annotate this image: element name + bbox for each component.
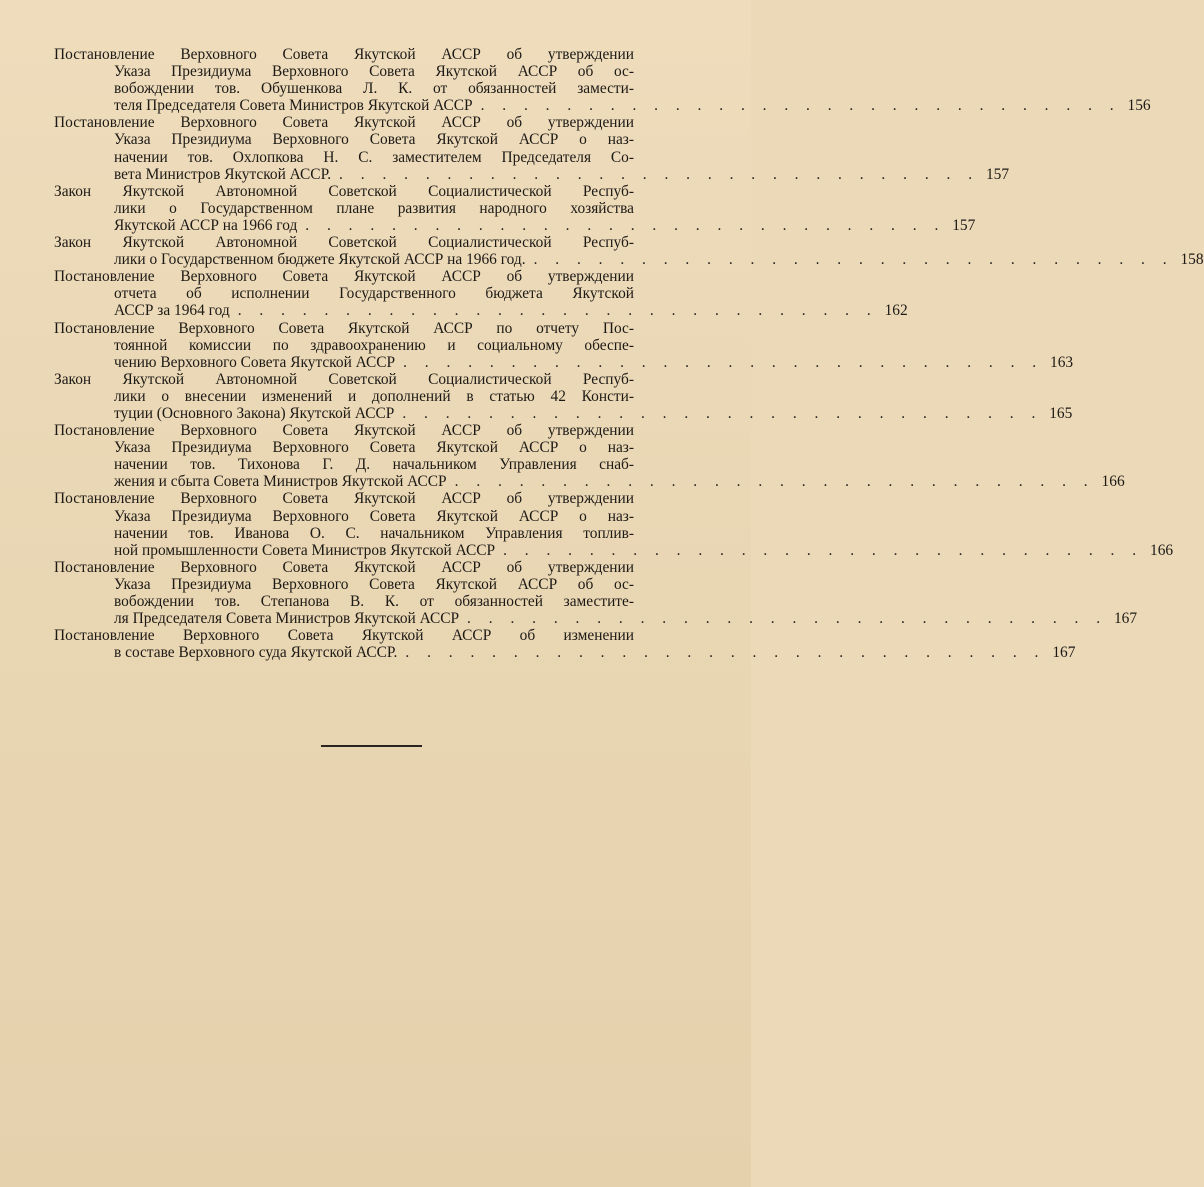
page-number: 166 (1101, 473, 1125, 491)
dot-leader: . . . . . . . . . . . . . . . . . . . . . . . . . . . . . . (480, 97, 1121, 115)
toc-entry (54, 268, 908, 320)
dot-leader: . . . . . . . . . . . . . . . . . . . . . . . . . . . . . . (405, 644, 1046, 662)
dot-leader: . . . . . . . . . . . . . . . . . . . . . . . . . . . . . . (402, 404, 1043, 422)
entry-continuation-line: лики о Государственном плане развития народного хозяйства (114, 199, 634, 217)
dot-leader: . . . . . . . . . . . . . . . . . . . . . . . . . . . . . . (533, 251, 1174, 269)
entry-continuation-line: тоянной комиссии по здравоохранению и социальному обеспе- (114, 336, 634, 354)
entry-continuation-line: Указа Президиума Верховного Совета Якутской АССР о наз- (114, 131, 634, 149)
entry-continuation-line: лики о внесении изменений и дополнений в статью 42 Консти- (114, 387, 634, 405)
page-number: 157 (952, 216, 976, 234)
entry-final-line (54, 353, 1074, 371)
entry-final-text: ной промышленности Совета Министров Якутской АССР (114, 541, 496, 559)
toc-entry (54, 558, 1138, 628)
page-number: 167 (1052, 644, 1076, 662)
entry-continuation-line: Указа Президиума Верховного Совета Якутской АССР об ос- (114, 63, 634, 81)
entry-final-line (54, 251, 1204, 269)
entry-final-line (54, 302, 908, 320)
entry-title-line: Закон Якутской Автономной Советской Социалистической Респуб- (54, 370, 634, 388)
toc-entry (54, 182, 976, 234)
dot-leader: . . . . . . . . . . . . . . . . . . . . . . . . . . . . . . (305, 216, 946, 234)
page-number: 156 (1127, 97, 1151, 115)
entry-final-text: Якутской АССР на 1966 год (114, 216, 298, 234)
entry-title-line: Закон Якутской Автономной Советской Социалистической Респуб- (54, 234, 634, 252)
entry-continuation-line: начении тов. Тихонова Г. Д. начальником Управления снаб- (114, 456, 634, 474)
entry-final-text: АССР за 1964 год (114, 302, 230, 320)
page-number: 166 (1150, 541, 1174, 559)
entry-final-text: чению Верховного Совета Якутской АССР (114, 353, 396, 371)
entry-final-line (54, 97, 1151, 115)
toc-entry (54, 490, 1174, 559)
toc-entry (54, 114, 1010, 183)
entry-final-text: туции (Основного Закона) Якутской АССР (114, 404, 395, 422)
page-number: 163 (1050, 353, 1074, 371)
page-number: 158 (1180, 251, 1204, 269)
toc-entry (54, 234, 1204, 269)
entry-title-line: Постановление Верховного Совета Якутской АССР об утверждении (54, 268, 634, 286)
entry-continuation-line: Указа Президиума Верховного Совета Якутской АССР об ос- (114, 575, 634, 593)
entry-title-line: Постановление Верховного Совета Якутской АССР об утверждении (54, 490, 634, 508)
entry-continuation-line: вобождении тов. Степанова В. К. от обязанностей заместите- (114, 593, 634, 610)
entry-final-line (54, 216, 976, 234)
entry-continuation-line: Указа Президиума Верховного Совета Якутской АССР о наз- (114, 507, 634, 525)
toc-entry (54, 422, 1125, 491)
entry-final-text: лики о Государственном бюджете Якутской АССР на 1966 год. (114, 251, 526, 269)
closing-rule (321, 745, 422, 747)
entry-final-text: вета Министров Якутской АССР. (114, 165, 332, 183)
entry-title-line: Постановление Верховного Совета Якутской АССР об утверждении (54, 558, 634, 576)
entry-continuation-line: отчета об исполнении Государственного бюджета Якутской (114, 285, 634, 303)
dot-leader: . . . . . . . . . . . . . . . . . . . . . . . . . . . . . . (339, 165, 980, 183)
page-number: 167 (1113, 610, 1138, 628)
entry-final-line (54, 644, 1076, 662)
entry-title-line: Закон Якутской Автономной Советской Социалистической Респуб- (54, 182, 634, 200)
page-number: 162 (884, 302, 908, 320)
toc-entry (54, 319, 1074, 371)
entry-title-line: Постановление Верховного Совета Якутской АССР об утверждении (54, 46, 634, 63)
dot-leader: . . . . . . . . . . . . . . . . . . . . . . . . . . . . . . (237, 302, 878, 320)
page-number: 165 (1049, 404, 1073, 422)
toc-entry (54, 46, 1151, 115)
entry-title-line: Постановление Верховного Совета Якутской АССР об изменении (54, 627, 634, 645)
entry-title-line: Постановление Верховного Совета Якутской АССР об утверждении (54, 422, 634, 440)
dot-leader: . . . . . . . . . . . . . . . . . . . . . . . . . . . . . . (503, 541, 1144, 559)
entry-final-line (54, 541, 1174, 559)
entry-final-text: жения и сбыта Совета Министров Якутской АССР (114, 473, 447, 491)
entry-title-line: Постановление Верховного Совета Якутской АССР об утверждении (54, 114, 634, 132)
dot-leader: . . . . . . . . . . . . . . . . . . . . . . . . . . . . . . (454, 473, 1095, 491)
entry-continuation-line: Указа Президиума Верховного Совета Якутской АССР о наз- (114, 439, 634, 457)
entry-final-text: теля Председателя Совета Министров Якутской АССР (114, 97, 473, 115)
toc-entry (54, 370, 1073, 422)
entry-final-line (54, 404, 1073, 422)
table-of-contents (54, 46, 1204, 662)
entry-continuation-line: начении тов. Охлопкова Н. С. заместителем Председателя Со- (114, 148, 634, 166)
entry-final-line (54, 610, 1138, 628)
entry-final-line (54, 473, 1125, 491)
page-number: 157 (985, 165, 1010, 183)
toc-entry (54, 627, 1076, 662)
dot-leader: . . . . . . . . . . . . . . . . . . . . . . . . . . . . . . (403, 353, 1044, 371)
entry-final-text: ля Председателя Совета Министров Якутской АССР (114, 610, 460, 628)
entry-title-line: Постановление Верховного Совета Якутской АССР по отчету Пос- (54, 319, 634, 337)
entry-final-line (54, 165, 1010, 183)
entry-final-text: в составе Верховного суда Якутской АССР. (114, 644, 398, 662)
entry-continuation-line: начении тов. Иванова О. С. начальником Управления топлив- (114, 524, 634, 542)
entry-continuation-line: вобождении тов. Обушенкова Л. К. от обязанностей замести- (114, 80, 634, 98)
dot-leader: . . . . . . . . . . . . . . . . . . . . . . . . . . . . . . (467, 610, 1108, 628)
